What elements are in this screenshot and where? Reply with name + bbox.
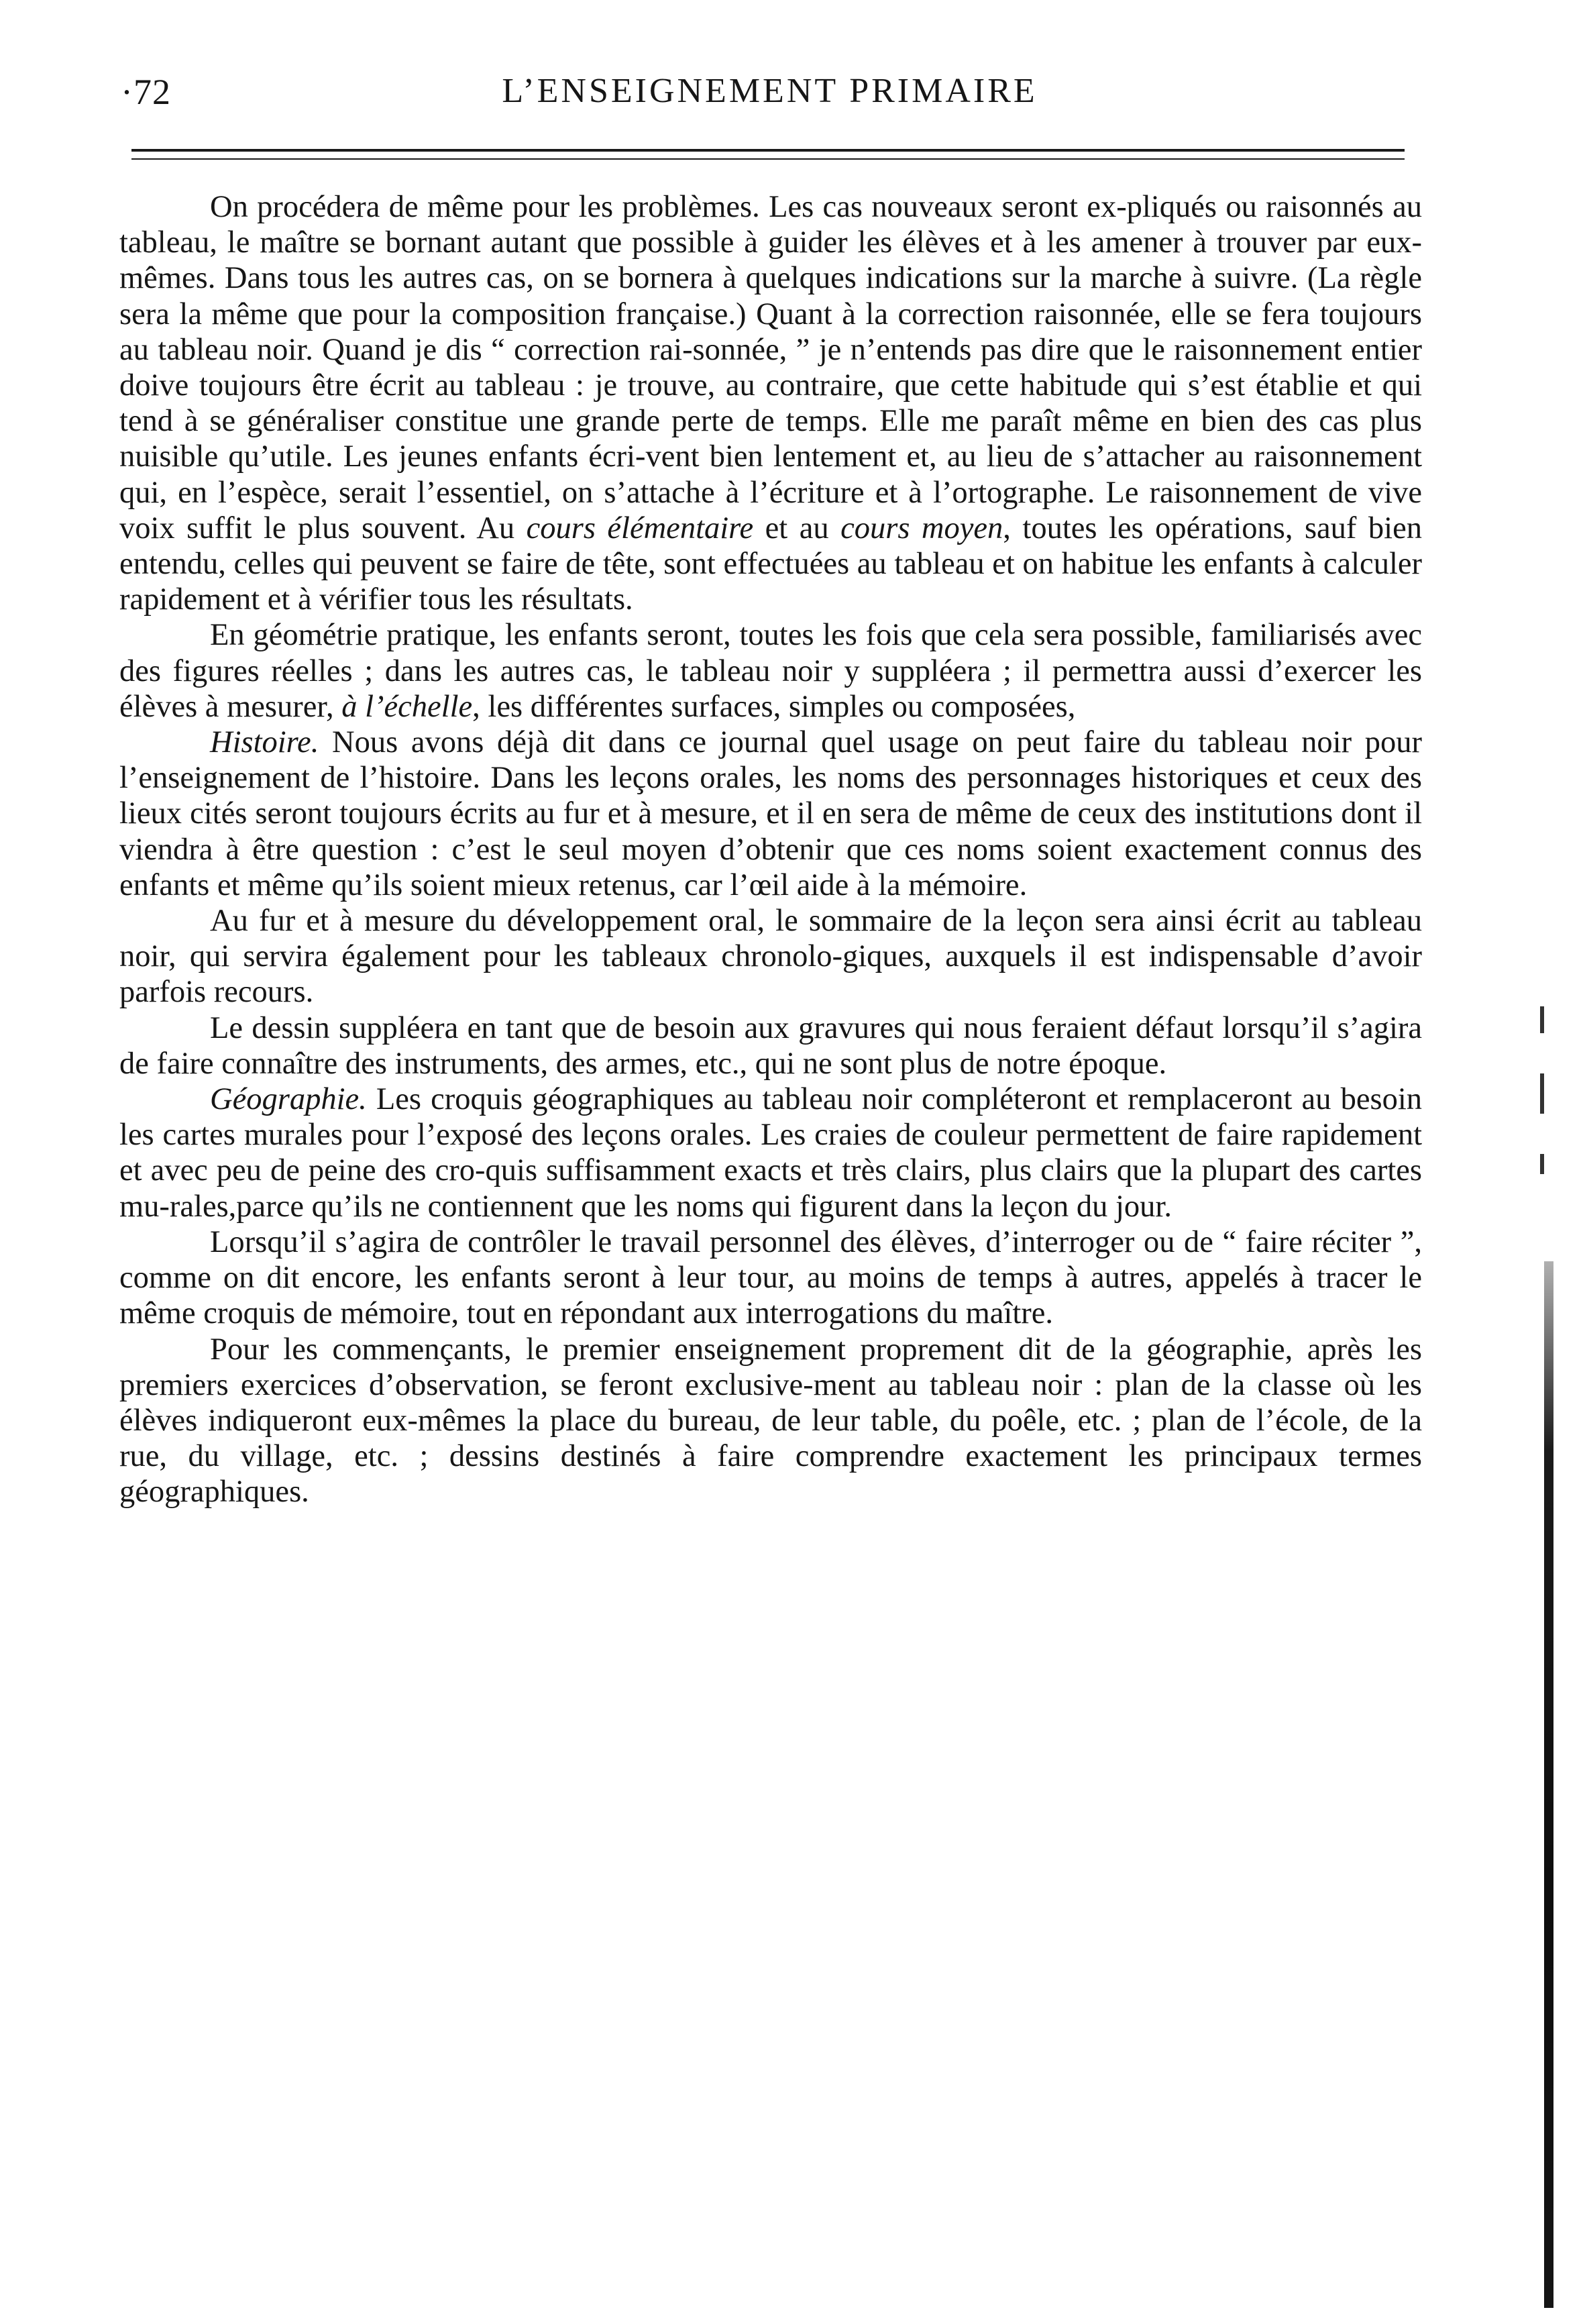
paragraph-text: On procédera de même pour les problèmes. Les cas nouveaux seront ex-pliqués ou raisonnés au tableau, le maître se bornant autant que possible à guider les élèves et à les amener à trouver par eux-mêmes. Dans tous les autres cas, on se bornera à quelques indications sur la marche à suivre. (La règle sera la même que pour la composition française.) Quant à la correction raisonnée, elle se fera toujours au tableau noir. Quand je dis “ correction rai-sonnée, ” je n’entends pas dire que le raisonnement entier doive toujours être écrit au tableau : je trouve, au contraire, que cette habitude qui s’est établie et qui tend à se généraliser constitue une grande perte de temps. Elle me paraît même en bien des cas plus nuisible qu’utile. Les jeunes enfants écri-vent bien lentement et, au lieu de s’attacher au raisonnement qui, en l’espèce, serait l’essentiel, on s’attache à l’écriture et à l’ortographe. Le raisonnement de vive voix suffit le plus souvent. Au: [119, 190, 1422, 545]
paragraph: [119, 1081, 1422, 1224]
paragraph-text: Au fur et à mesure du développement oral, le sommaire de la leçon sera ainsi écrit au tableau noir, qui servira également pour les tableaux chronolo-giques, auxquels il est indispensable d’avoir parfois recours.: [119, 904, 1422, 1010]
page-header: [121, 71, 1419, 125]
scan-edge-speck: [1540, 1006, 1544, 1033]
header-rule-thin: [131, 158, 1405, 160]
paragraph: [119, 725, 1422, 903]
paragraph-text: , les différentes surfaces, simples ou composées,: [472, 689, 1076, 724]
paragraph-text: Le dessin suppléera en tant que de besoin aux gravures qui nous feraient défaut lorsqu’il s’agira de faire connaître des instruments, des armes, etc., qui ne sont plus de notre époque.: [119, 1010, 1422, 1081]
italic-text: Géographie.: [210, 1082, 367, 1117]
header-rule-thick: [131, 149, 1405, 152]
italic-text: à l’échelle: [341, 689, 473, 724]
paragraph-text: Nous avons déjà dit dans ce journal quel usage on peut faire du tableau noir pour l’enseignement de l’histoire. Dans les leçons orales, les noms des personnages historiques et ceux des lieux cités seront toujours écrits au fur et à mesure, et il en sera de même de ceux des institutions dont il viendra à être question : c’est le seul moyen d’obtenir que ces noms soient exactement connus des enfants et même qu’ils soient mieux retenus, car l’œil aide à la mémoire.: [119, 725, 1422, 902]
scan-edge-speck: [1540, 1154, 1544, 1174]
paragraph-text: Pour les commençants, le premier enseignement proprement dit de la géographie, après les premiers exercices d’observation, se feront exclusive-ment au tableau noir : plan de la classe où les élèves indiqueront eux-mêmes la place du bureau, de leur table, du poêle, etc. ; plan de l’école, de la rue, du village, etc. ; dessins destinés à faire comprendre exactement les principaux termes géographiques.: [119, 1332, 1422, 1510]
paragraph: [119, 903, 1422, 1010]
paragraph: [119, 1010, 1422, 1081]
paragraph: [119, 1224, 1422, 1332]
italic-text: cours élémentaire: [526, 511, 754, 545]
body-text: [119, 189, 1422, 1510]
paragraph-text: En géométrie pratique, les enfants seront, toutes les fois que cela sera possible, familiarisés avec des figures réelles ; dans les autres cas, le tableau noir y suppléera ; il permettra aussi d’exercer les élèves à mesurer,: [119, 618, 1422, 724]
scan-edge-shadow: [1544, 1261, 1553, 2308]
paragraph: [119, 1332, 1422, 1510]
paragraph-text: , toutes les opérations, sauf bien entendu, celles qui peuvent se faire de tête, sont effectuées au tableau et on habitue les enfants à calculer rapidement et à vérifier tous les résultats.: [119, 511, 1422, 617]
paragraph-text: et au: [753, 511, 841, 545]
paragraph-text: Les croquis géographiques au tableau noir compléteront et remplaceront au besoin les cartes murales pour l’exposé des leçons orales. Les craies de couleur permettent de faire rapidement et avec peu de peine des cro-quis suffisamment exacts et très clairs, plus clairs que la plupart des cartes mu-rales,parce qu’ils ne contiennent que les noms qui figurent dans la leçon du jour.: [119, 1082, 1422, 1224]
italic-text: Histoire.: [210, 725, 319, 760]
paragraph: [119, 189, 1422, 617]
paragraph: [119, 617, 1422, 725]
scan-edge-speck: [1540, 1073, 1544, 1114]
page-number: ·72: [121, 72, 171, 112]
italic-text: cours moyen: [840, 511, 1003, 545]
paragraph-text: Lorsqu’il s’agira de contrôler le travail personnel des élèves, d’interroger ou de “ faire réciter ”, comme on dit encore, les enfants seront à leur tour, au moins de temps à autres, appelés à tracer le même croquis de mémoire, tout en répondant aux interrogations du maître.: [119, 1224, 1422, 1331]
running-title: L’ENSEIGNEMENT PRIMAIRE: [502, 72, 1038, 110]
